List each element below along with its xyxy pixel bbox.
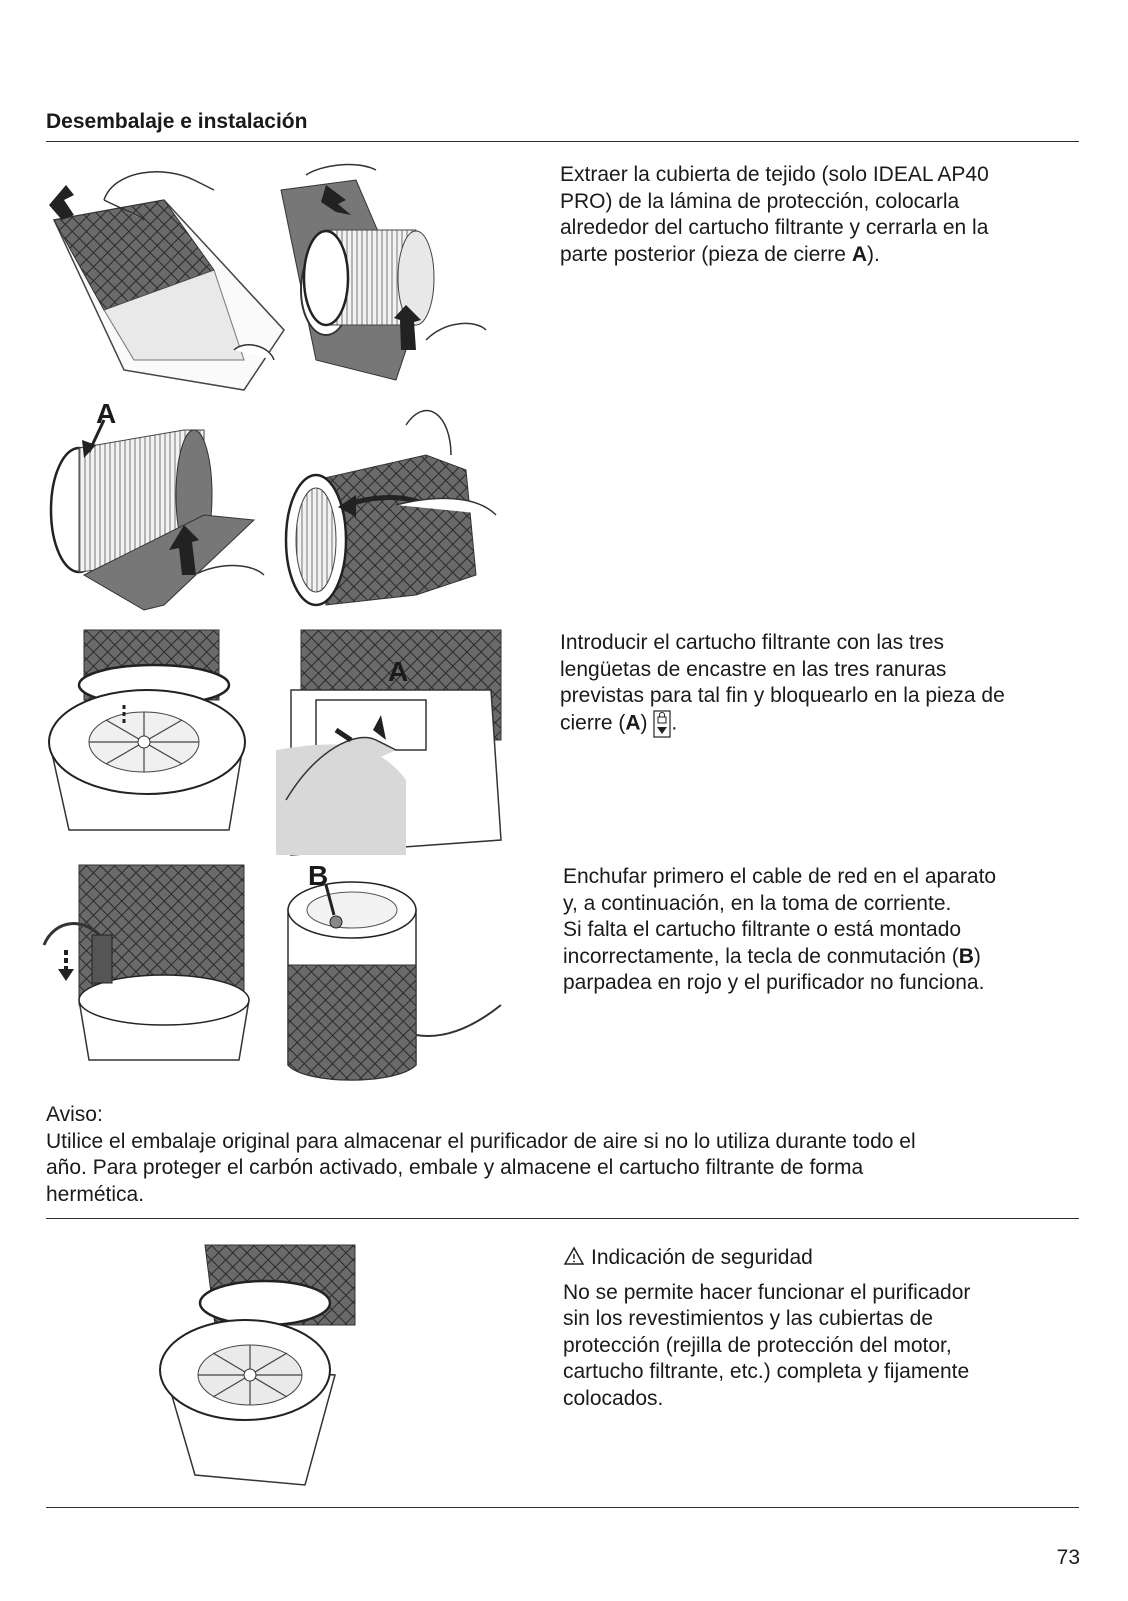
step3-line: parpadea en rojo y el purificador no funciona. (563, 971, 985, 994)
illustration-insert-cartridge (44, 630, 254, 845)
illustration-plug-cable (44, 865, 254, 1070)
notice-line: Utilice el embalaje original para almacenar el purificador de aire si no lo utiliza durante todo el (46, 1129, 916, 1153)
notice-line: año. Para proteger el carbón activado, embale y almacene el cartucho filtrante de forma (46, 1156, 864, 1179)
safety-title: Indicación de seguridad (591, 1246, 813, 1269)
step3-line: Enchufar primero el cable de red en el aparato (563, 865, 997, 888)
step1-line: alrededor del cartucho filtrante y cerrarla en la (560, 216, 989, 239)
safety-block (563, 1245, 970, 1412)
step1-text (560, 162, 989, 268)
step1-line: Extraer la cubierta de tejido (solo IDEAL AP40 (560, 163, 989, 186)
notice-divider (46, 1218, 1079, 1219)
safety-line: sin los revestimientos y las cubiertas de (563, 1307, 933, 1330)
step2-line: Introducir el cartucho filtrante con las tres (560, 631, 945, 654)
illustration-wrap-cartridge (276, 160, 501, 390)
label-b: B (308, 860, 329, 891)
step3-line: y, a continuación, en la toma de corriente. (563, 891, 952, 915)
step2-line: cierre (A) . (560, 710, 1005, 738)
illustration-remove-cover (44, 160, 264, 390)
label-a-bottom: A (388, 656, 409, 687)
label-a-top: A (96, 398, 117, 429)
step2-text (560, 630, 1005, 738)
footer-divider (46, 1507, 1079, 1508)
step3-line: Si falta el cartucho filtrante o está montado (563, 918, 962, 941)
title-divider (46, 141, 1079, 142)
lock-icon (653, 710, 671, 738)
step3-line: incorrectamente, la tecla de conmutación (B) (563, 944, 981, 968)
notice-line: hermética. (46, 1182, 145, 1206)
step3-text (563, 864, 996, 997)
illustration-safety-base (155, 1245, 365, 1490)
safety-line: cartucho filtrante, etc.) completa y fijamente (563, 1360, 970, 1383)
illustration-purifier-button (276, 865, 501, 1085)
safety-title-row (563, 1245, 970, 1272)
illustration-fasten-cover (276, 395, 501, 610)
step2-line: previstas para tal fin y bloquearlo en la pieza de (560, 684, 1005, 707)
safety-line: No se permite hacer funcionar el purificador (563, 1280, 971, 1304)
safety-line: colocados. (563, 1386, 664, 1410)
page-number: 73 (1056, 1546, 1080, 1569)
notice-title: Aviso: (46, 1103, 103, 1126)
safety-line: protección (rejilla de protección del motor, (563, 1333, 952, 1357)
step1-line: PRO) de la lámina de protección, colocarla (560, 189, 960, 213)
page-title: Desembalaje e instalación (46, 110, 308, 133)
step2-line: lengüetas de encastre en las tres ranuras (560, 657, 947, 681)
step1-line: parte posterior (pieza de cierre A). (560, 242, 880, 266)
notice-block (46, 1102, 916, 1208)
warning-triangle-icon (563, 1246, 585, 1266)
illustration-closing-part (44, 400, 269, 610)
